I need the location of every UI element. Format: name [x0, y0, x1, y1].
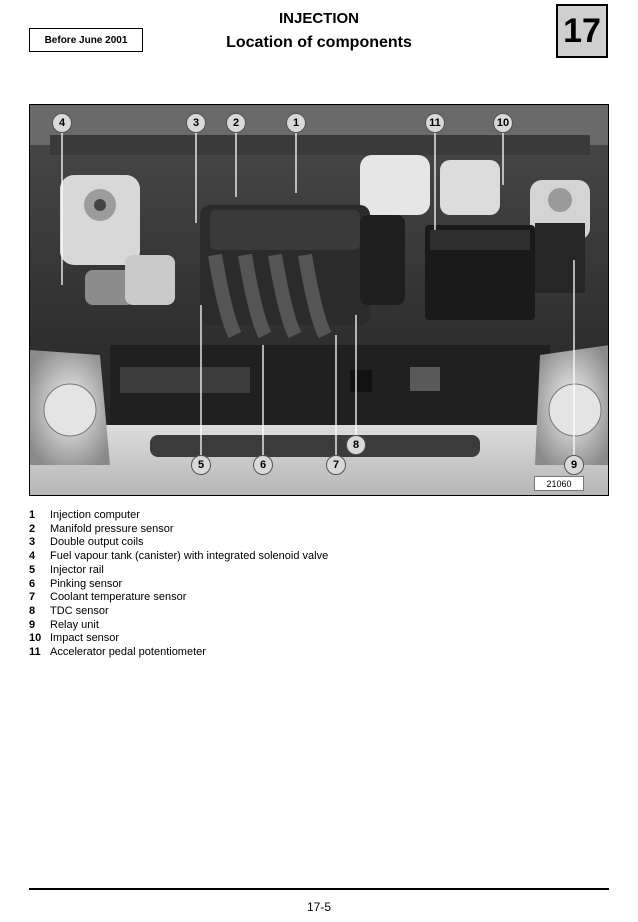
legend-number: 6 [29, 577, 36, 590]
legend-text: Manifold pressure sensor [50, 522, 174, 535]
figure-reference: 21060 [534, 476, 584, 491]
legend-text: Injector rail [50, 563, 104, 576]
callout-6: 6 [253, 455, 273, 475]
legend-text: TDC sensor [50, 604, 109, 617]
legend-item [29, 564, 589, 578]
chapter-number: 17 [556, 4, 608, 58]
legend-item [29, 509, 589, 523]
legend-text: Pinking sensor [50, 577, 123, 590]
callout-10: 10 [493, 113, 513, 133]
engine-bay-illustration [30, 105, 609, 496]
component-legend [29, 509, 589, 660]
legend-item [29, 591, 589, 605]
callout-2: 2 [226, 113, 246, 133]
legend-number: 7 [29, 591, 36, 604]
legend-text: Relay unit [50, 618, 99, 631]
legend-text: Injection computer [50, 509, 140, 521]
legend-text: Impact sensor [50, 632, 120, 645]
legend-text: Accelerator pedal potentiometer [50, 646, 206, 659]
legend-number: 4 [29, 550, 36, 563]
legend-number: 9 [29, 618, 36, 631]
callout-11: 11 [425, 113, 445, 133]
callout-8: 8 [346, 435, 366, 455]
legend-text: Fuel vapour tank (canister) with integrated solenoid valve [50, 550, 329, 563]
section-title: INJECTION [278, 10, 359, 27]
engine-bay-photo [29, 104, 609, 496]
legend-text: Coolant temperature sensor [50, 591, 187, 604]
legend-item [29, 646, 589, 660]
callout-7: 7 [326, 455, 346, 475]
callout-5: 5 [191, 455, 211, 475]
legend-item [29, 523, 589, 537]
legend-item [29, 605, 589, 619]
page-title: Location of components [226, 34, 412, 51]
legend-number: 3 [29, 536, 36, 549]
callout-1: 1 [286, 113, 306, 133]
model-date-badge: Before June 2001 [29, 28, 143, 52]
legend-number: 8 [29, 604, 36, 617]
page-number: 17-5 [306, 900, 332, 914]
legend-item [29, 550, 589, 564]
legend-number: 11 [29, 646, 41, 659]
legend-item [29, 632, 589, 646]
legend-item [29, 619, 589, 633]
legend-number: 5 [29, 563, 36, 576]
callout-9: 9 [564, 455, 584, 475]
legend-number: 2 [29, 522, 36, 535]
legend-number: 10 [29, 632, 42, 645]
legend-item [29, 536, 589, 550]
callout-3: 3 [186, 113, 206, 133]
legend-item [29, 578, 589, 592]
legend-number: 1 [29, 509, 36, 521]
callout-4: 4 [52, 113, 72, 133]
footer-divider [29, 888, 609, 890]
legend-text: Double output coils [50, 536, 144, 549]
